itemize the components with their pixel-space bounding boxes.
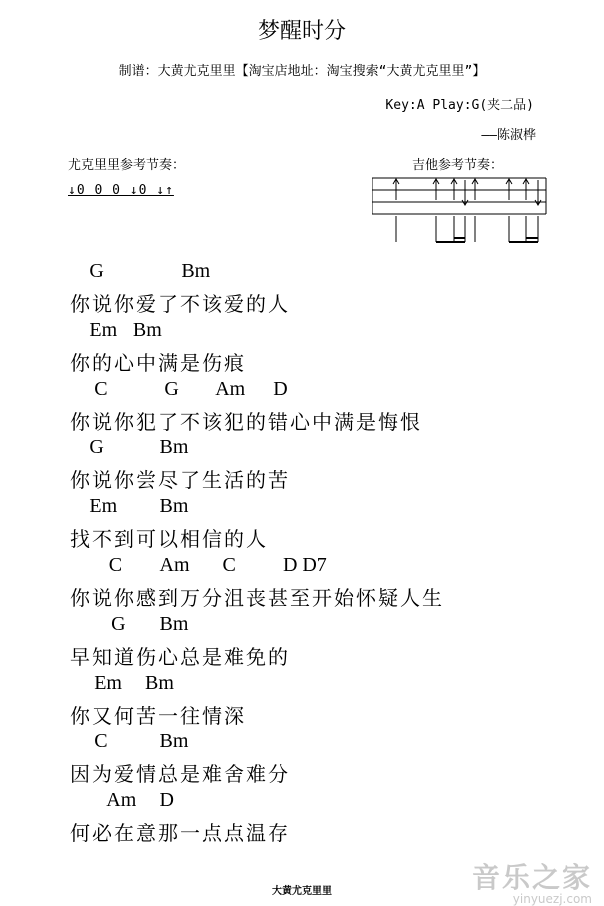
chord-label: Am — [159, 554, 190, 576]
guitar-rhythm-tab — [372, 176, 548, 246]
chord-label: Em — [89, 495, 118, 518]
lyric-line: 你说你尝尽了生活的苦 — [70, 468, 290, 493]
song-title: 梦醒时分 — [257, 19, 346, 44]
chord-label: Bm — [159, 495, 189, 518]
site-watermark — [472, 856, 592, 906]
lyric-line: 你的心中满是伤痕 — [70, 350, 246, 375]
chord-label: G — [111, 612, 126, 635]
chord-label: Bm — [132, 318, 162, 341]
arranger-credit: 制谱：大黄尤克里里【淘宝店地址：淘宝搜索“大黄尤克里里”】 — [118, 64, 486, 79]
ukulele-rhythm-label: 尤克里里参考节奏： — [68, 158, 186, 173]
chord-label: D — [282, 554, 298, 576]
lyric-line: 你说你爱了不该爱的人 — [70, 292, 290, 316]
lyric-line: 找不到可以相信的人 — [70, 527, 268, 552]
footer-credit: 大黄尤克里里 — [272, 886, 332, 897]
chord-label: C — [94, 730, 108, 753]
lyric-line: 何必在意那一点点温存 — [70, 821, 290, 846]
chord-label: C — [94, 377, 108, 400]
ukulele-rhythm-pattern: ↓0 0 0 ↓0 ↓↑ — [68, 183, 174, 198]
chord-label: C — [108, 554, 123, 576]
chord-label: G — [89, 260, 104, 282]
chord-label: Bm — [159, 436, 189, 459]
chord-label: Bm — [181, 260, 211, 282]
chord-label: D — [273, 377, 288, 400]
lyric-line: 早知道伤心总是难免的 — [70, 644, 290, 669]
watermark-url: yinyuezj.com — [512, 892, 592, 906]
chord-label: D7 — [302, 554, 327, 576]
chord-label: Bm — [159, 612, 189, 635]
chord-label: G — [164, 377, 179, 400]
chord-label: G — [89, 436, 104, 459]
watermark-logo: 音乐之家 — [471, 861, 592, 894]
chord-label: Bm — [159, 730, 189, 753]
chord-label: Em — [89, 318, 118, 341]
lyric-line: 你又何苦一往情深 — [70, 703, 246, 728]
chord-label: Bm — [145, 671, 174, 694]
guitar-rhythm-label: 吉他参考节奏： — [412, 158, 504, 173]
artist-name: ——陈淑桦 — [481, 128, 536, 143]
lyric-line: 你说你感到万分沮丧甚至开始怀疑人生 — [70, 586, 444, 610]
chord-label: Em — [94, 671, 122, 694]
key-play-info: Key:A Play:G(夹二品) — [385, 98, 534, 113]
lyric-line: 你说你犯了不该犯的错心中满是悔恨 — [70, 409, 422, 434]
lyric-line: 因为爱情总是难舍难分 — [70, 762, 290, 787]
chord-label: Am — [106, 789, 137, 812]
chord-label: D — [159, 789, 174, 812]
chord-label: C — [222, 554, 236, 576]
chord-label: Am — [215, 377, 246, 400]
